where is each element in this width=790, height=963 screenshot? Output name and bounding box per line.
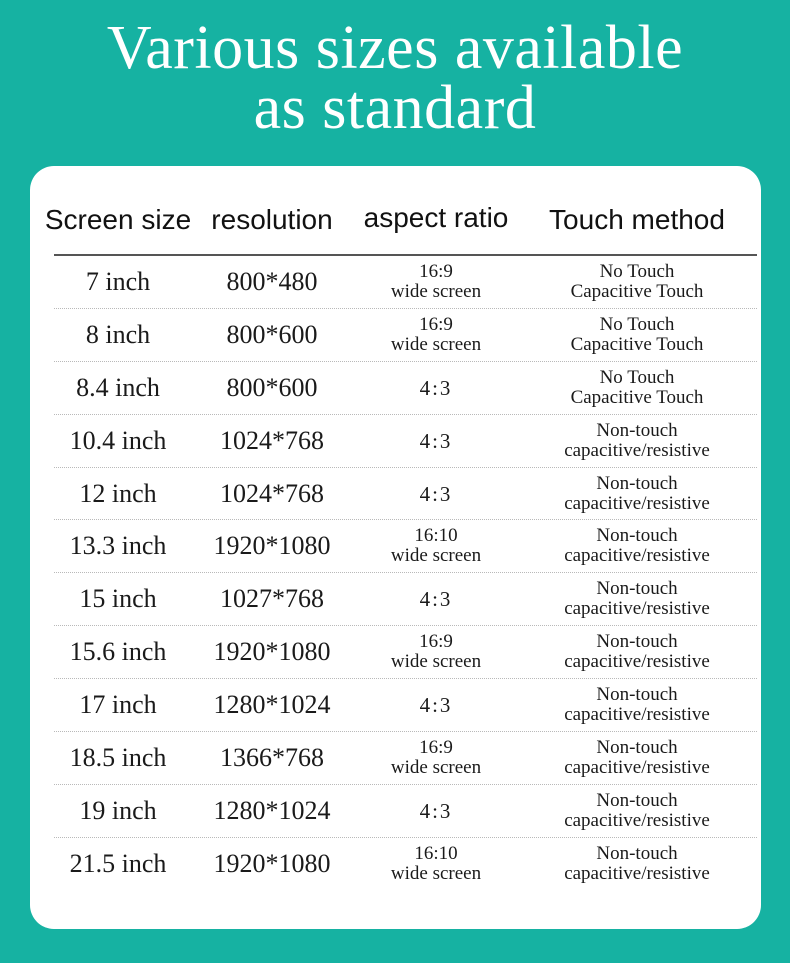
cell-touch-method [564,520,710,572]
touch-method-line: Capacitive Touch [570,386,704,408]
header-resolution: resolution [211,204,333,235]
header-touch-method: Touch method [549,204,725,235]
cell-screen-size: 19 inch [79,795,157,825]
touch-method-line: Capacitive Touch [570,333,704,355]
aspect-ratio-value: 4:3 [419,375,453,400]
touch-method-line: Non-touch [596,578,678,600]
cell-touch-method [564,468,710,520]
table-row [54,362,757,415]
table-body [54,256,757,891]
aspect-ratio-note: wide screen [390,333,482,355]
cell-resolution: 800*600 [226,319,318,349]
touch-method-line: Non-touch [596,789,678,811]
cell-screen-size: 12 inch [79,478,157,508]
touch-method-line: Non-touch [596,736,678,758]
touch-method-line: No Touch [599,366,675,388]
table-row [54,732,757,785]
cell-touch-method [564,415,710,467]
table-row [54,309,757,362]
cell-screen-size: 18.5 inch [69,742,167,772]
cell-resolution: 800*600 [226,372,318,402]
cell-resolution: 1024*768 [220,425,324,455]
cell-resolution: 800*480 [226,266,318,296]
aspect-ratio-value: 4:3 [419,693,453,718]
header-aspect-ratio: aspect ratio [363,202,509,233]
cell-resolution: 1280*1024 [213,690,331,720]
cell-aspect-ratio [420,573,453,625]
page-title [0,14,790,142]
title-line-1: Various sizes available [106,14,684,82]
table-row [54,573,757,626]
touch-method-line: Capacitive Touch [570,280,704,302]
aspect-ratio-value: 16:10 [414,525,458,547]
touch-method-line: Non-touch [596,472,678,494]
aspect-ratio-value: 16:10 [414,843,458,865]
table-row [54,468,757,521]
aspect-ratio-note: wide screen [390,545,482,567]
cell-screen-size: 10.4 inch [69,425,167,455]
aspect-ratio-value: 16:9 [419,631,453,653]
cell-touch-method [564,573,710,625]
cell-aspect-ratio [420,468,453,520]
table-row [54,679,757,732]
cell-touch-method [564,838,710,891]
aspect-ratio-note: wide screen [390,863,482,885]
table-row [54,838,757,891]
aspect-ratio-note: wide screen [390,280,482,302]
touch-method-line: capacitive/resistive [564,863,710,885]
cell-resolution: 1920*1080 [213,637,331,667]
cell-aspect-ratio [391,309,481,361]
cell-resolution: 1920*1080 [213,849,331,879]
cell-resolution: 1280*1024 [213,795,331,825]
aspect-ratio-value: 4:3 [419,481,453,506]
aspect-ratio-note: wide screen [390,756,482,778]
cell-aspect-ratio [420,679,453,731]
cell-screen-size: 8.4 inch [76,372,160,402]
touch-method-line: Non-touch [596,631,678,653]
cell-aspect-ratio [420,785,453,837]
spec-table-card [30,166,761,929]
touch-method-line: capacitive/resistive [564,598,710,620]
cell-aspect-ratio [391,520,481,572]
touch-method-line: No Touch [599,313,675,335]
cell-resolution: 1366*768 [220,742,324,772]
cell-screen-size: 7 inch [85,266,151,296]
table-header [30,166,761,256]
cell-screen-size: 21.5 inch [69,849,167,879]
cell-screen-size: 8 inch [85,319,151,349]
touch-method-line: Non-touch [596,419,678,441]
aspect-ratio-value: 16:9 [419,313,453,335]
aspect-ratio-value: 4:3 [419,428,453,453]
touch-method-line: capacitive/resistive [564,809,710,831]
cell-aspect-ratio [420,415,453,467]
cell-touch-method [571,256,704,308]
cell-resolution: 1027*768 [220,584,324,614]
cell-screen-size: 17 inch [79,690,157,720]
header-screen-size: Screen size [44,204,192,235]
cell-aspect-ratio [391,732,481,784]
table-row [54,520,757,573]
table-row [54,626,757,679]
touch-method-line: Non-touch [596,684,678,706]
cell-aspect-ratio [391,626,481,678]
touch-method-line: capacitive/resistive [564,492,710,514]
table-row [54,785,757,838]
touch-method-line: Non-touch [596,843,678,865]
cell-touch-method [564,679,710,731]
cell-touch-method [564,785,710,837]
cell-resolution: 1024*768 [220,478,324,508]
cell-resolution: 1920*1080 [213,531,331,561]
cell-aspect-ratio [391,838,481,891]
touch-method-line: capacitive/resistive [564,439,710,461]
cell-aspect-ratio [420,362,453,414]
cell-touch-method [571,362,704,414]
cell-touch-method [564,626,710,678]
cell-screen-size: 15 inch [79,584,157,614]
table-row [54,256,757,309]
table-row [54,415,757,468]
aspect-ratio-note: wide screen [390,651,482,673]
aspect-ratio-value: 4:3 [419,798,453,823]
cell-screen-size: 15.6 inch [69,637,167,667]
touch-method-line: No Touch [599,260,675,282]
touch-method-line: Non-touch [596,525,678,547]
aspect-ratio-value: 16:9 [419,736,453,758]
aspect-ratio-value: 16:9 [419,260,453,282]
cell-aspect-ratio [391,256,481,308]
title-line-2: as standard [253,74,537,142]
touch-method-line: capacitive/resistive [564,545,710,567]
cell-screen-size: 13.3 inch [69,531,167,561]
touch-method-line: capacitive/resistive [564,756,710,778]
aspect-ratio-value: 4:3 [419,587,453,612]
touch-method-line: capacitive/resistive [564,704,710,726]
cell-touch-method [571,309,704,361]
cell-touch-method [564,732,710,784]
touch-method-line: capacitive/resistive [564,651,710,673]
